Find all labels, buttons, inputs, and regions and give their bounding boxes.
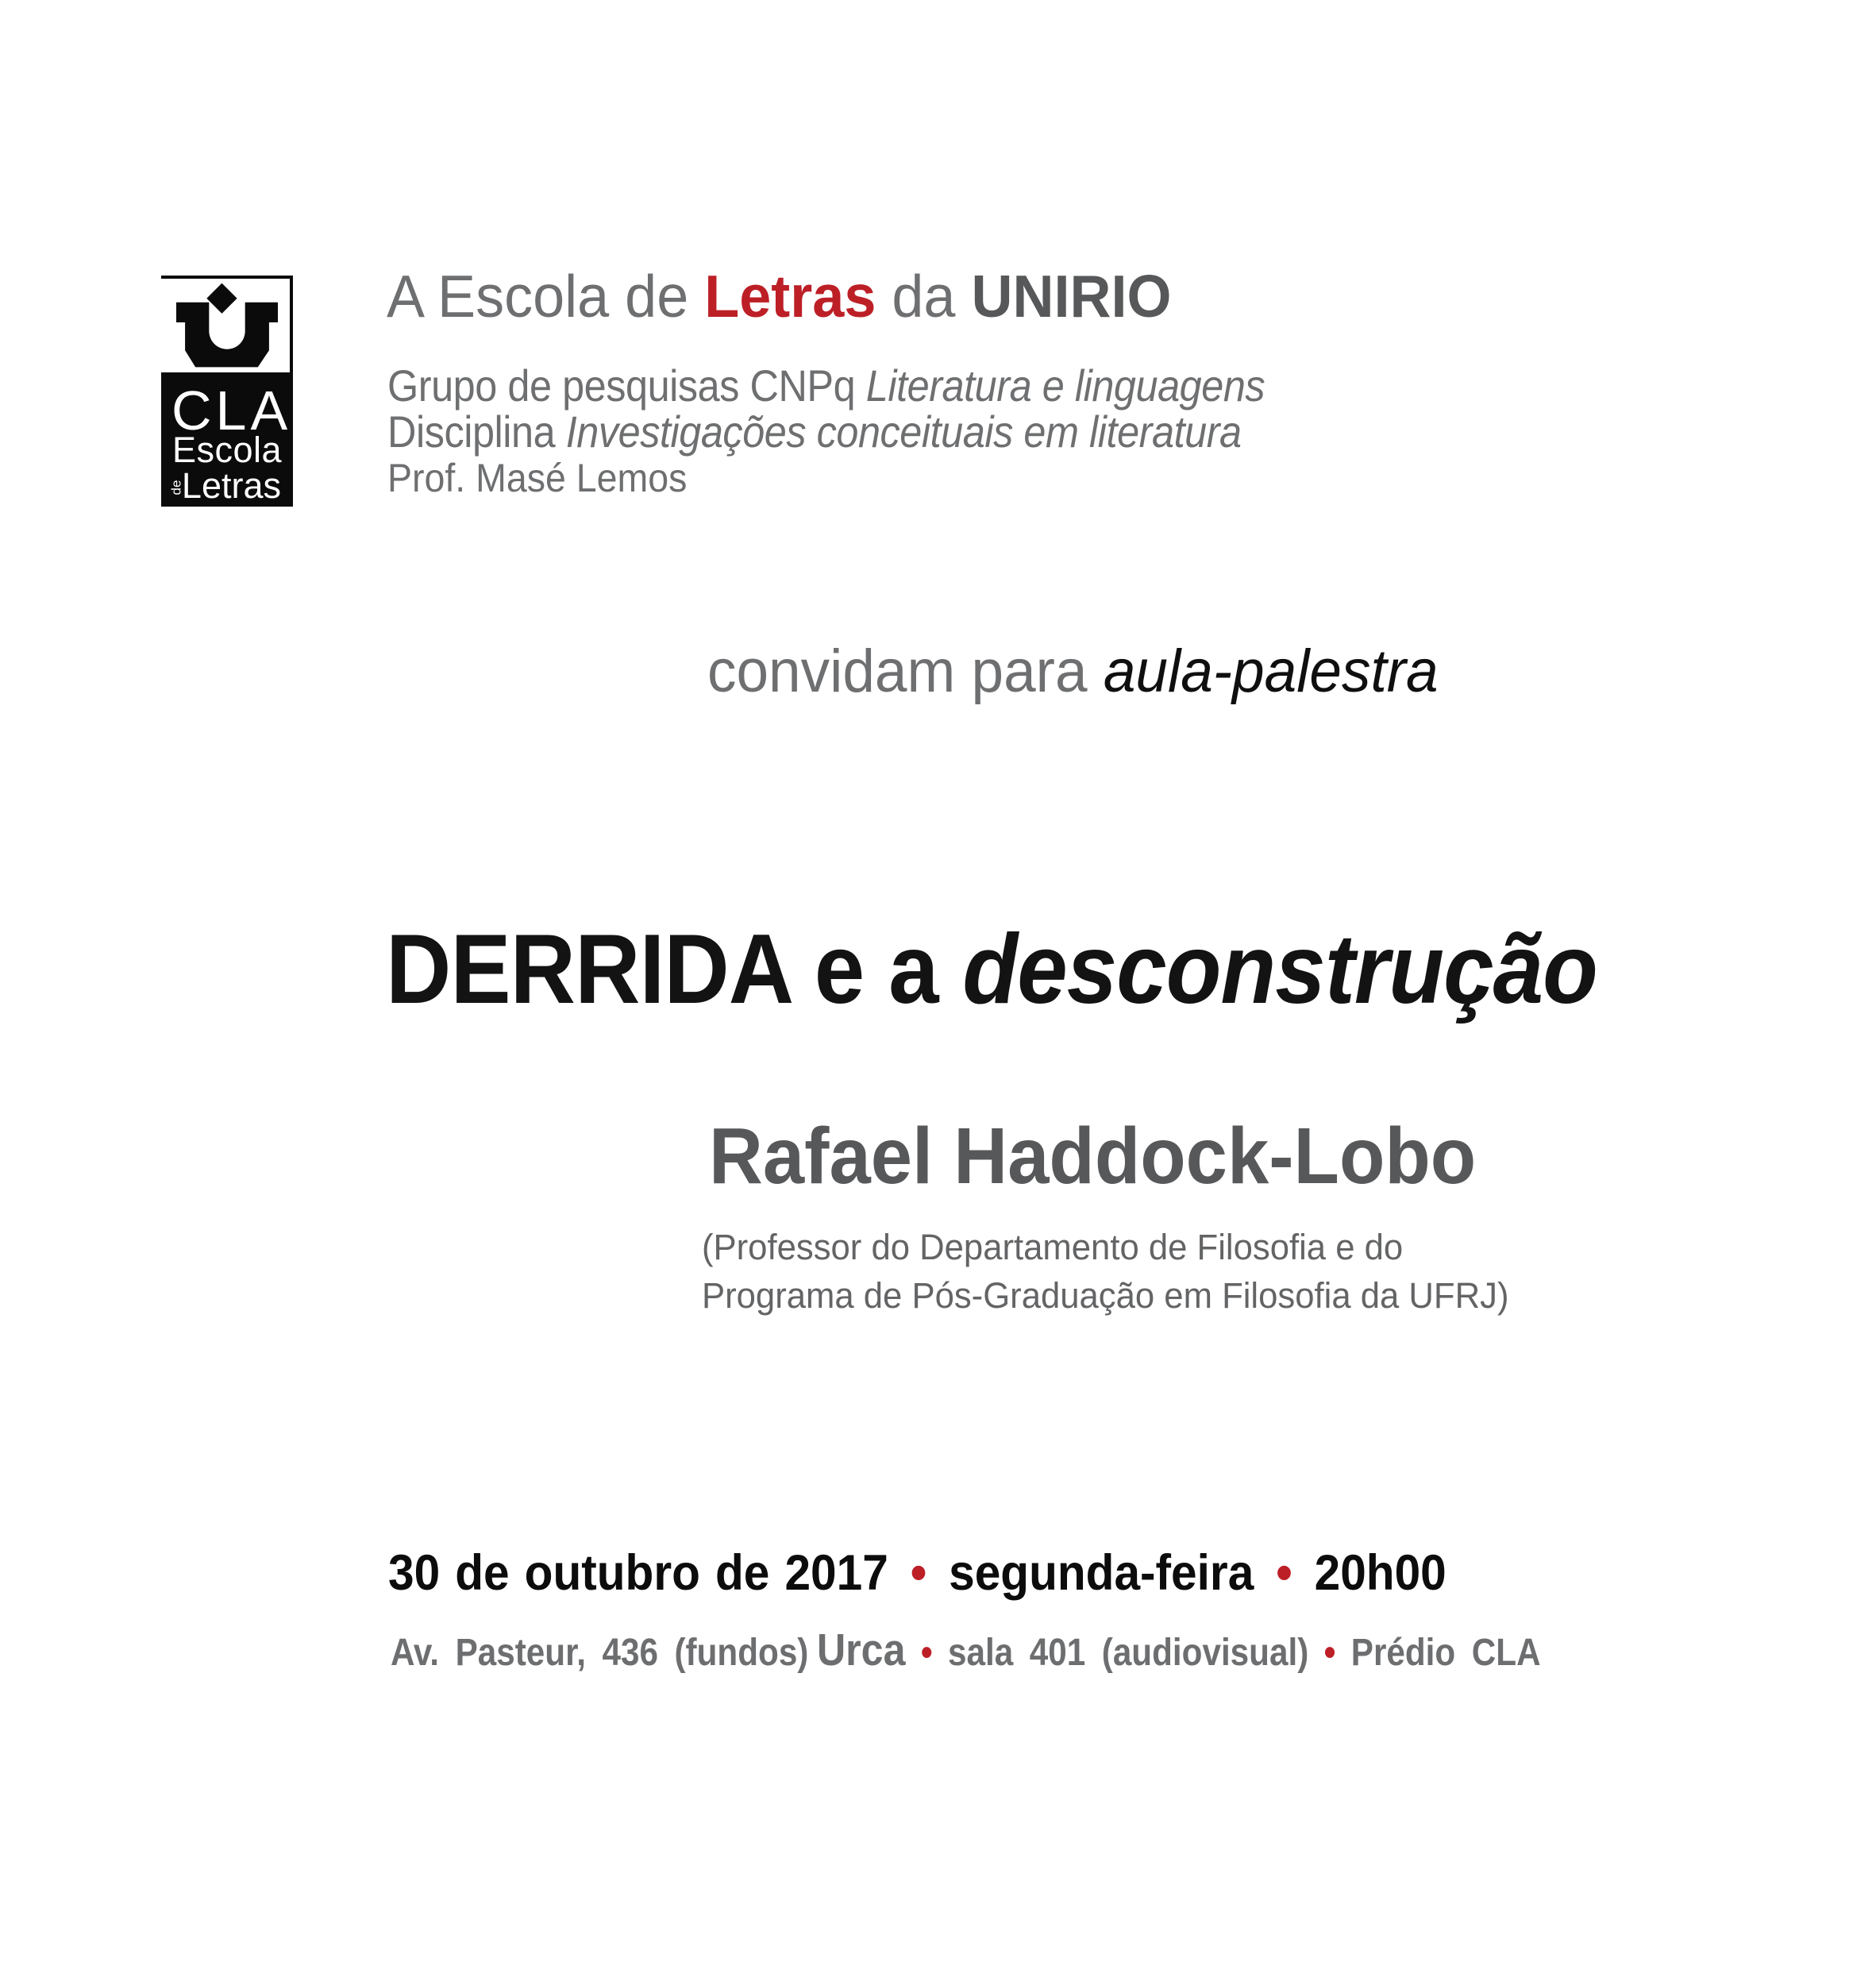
bullet-icon: • bbox=[1323, 1632, 1336, 1674]
event-address: Av. Pasteur, 436 (fundos) bbox=[391, 1632, 809, 1674]
unirio-mark-panel bbox=[161, 276, 293, 372]
invitation-line bbox=[707, 638, 1439, 705]
event-weekday: segunda-feira bbox=[949, 1545, 1254, 1601]
event-date-line bbox=[388, 1545, 1446, 1601]
header-middle: da bbox=[876, 263, 972, 330]
header-prefix: A Escola de bbox=[387, 263, 705, 330]
research-group-name: Literatura e linguagens bbox=[865, 360, 1265, 411]
bullet-icon: • bbox=[920, 1632, 933, 1674]
title-italic: desconstrução bbox=[962, 915, 1597, 1024]
discipline-name: Investigações conceituais em literatura bbox=[565, 407, 1242, 457]
research-group-prefix: Grupo de pesquisas CNPq bbox=[387, 360, 866, 411]
event-time: 20h00 bbox=[1314, 1545, 1446, 1601]
event-room: sala 401 (audiovisual) bbox=[947, 1632, 1309, 1674]
header-line bbox=[387, 263, 1172, 330]
invitation-type: aula-palestra bbox=[1103, 638, 1439, 705]
speaker-affiliation bbox=[702, 1223, 1508, 1320]
bullet-icon: • bbox=[1276, 1545, 1292, 1601]
affiliation-line-2: Programa de Pós-Graduação em Filosofia da UFRJ) bbox=[702, 1275, 1509, 1316]
title-prefix: DERRIDA e a bbox=[386, 915, 963, 1024]
logo-de-text: de bbox=[168, 480, 184, 495]
logo-letras-word: Letras bbox=[181, 465, 281, 506]
bullet-icon: • bbox=[910, 1545, 927, 1601]
invitation-prefix: convidam para bbox=[707, 638, 1104, 705]
event-building: Prédio CLA bbox=[1350, 1632, 1541, 1674]
discipline-line bbox=[387, 407, 1242, 457]
event-address-line bbox=[391, 1625, 1541, 1675]
event-date: 30 de outubro de 2017 bbox=[388, 1545, 888, 1601]
event-neighborhood: Urca bbox=[816, 1625, 906, 1675]
logo-cla-text: CLA bbox=[171, 380, 292, 441]
header-letras: Letras bbox=[704, 263, 876, 330]
affiliation-line-1: (Professor do Departamento de Filosofia e do bbox=[702, 1227, 1404, 1267]
discipline-prefix: Disciplina bbox=[387, 407, 566, 457]
page-title bbox=[386, 915, 1597, 1024]
logo-escola-text: Escola bbox=[172, 430, 283, 470]
research-group-line bbox=[387, 360, 1265, 411]
logo-text-panel bbox=[161, 372, 293, 507]
logo-letras-text bbox=[169, 465, 281, 507]
unirio-u-mark-icon bbox=[176, 282, 278, 371]
speaker-name: Rafael Haddock-Lobo bbox=[709, 1112, 1477, 1201]
header-unirio: UNIRIO bbox=[971, 263, 1172, 330]
cla-logo bbox=[161, 276, 293, 507]
professor-line: Prof. Masé Lemos bbox=[387, 456, 688, 500]
